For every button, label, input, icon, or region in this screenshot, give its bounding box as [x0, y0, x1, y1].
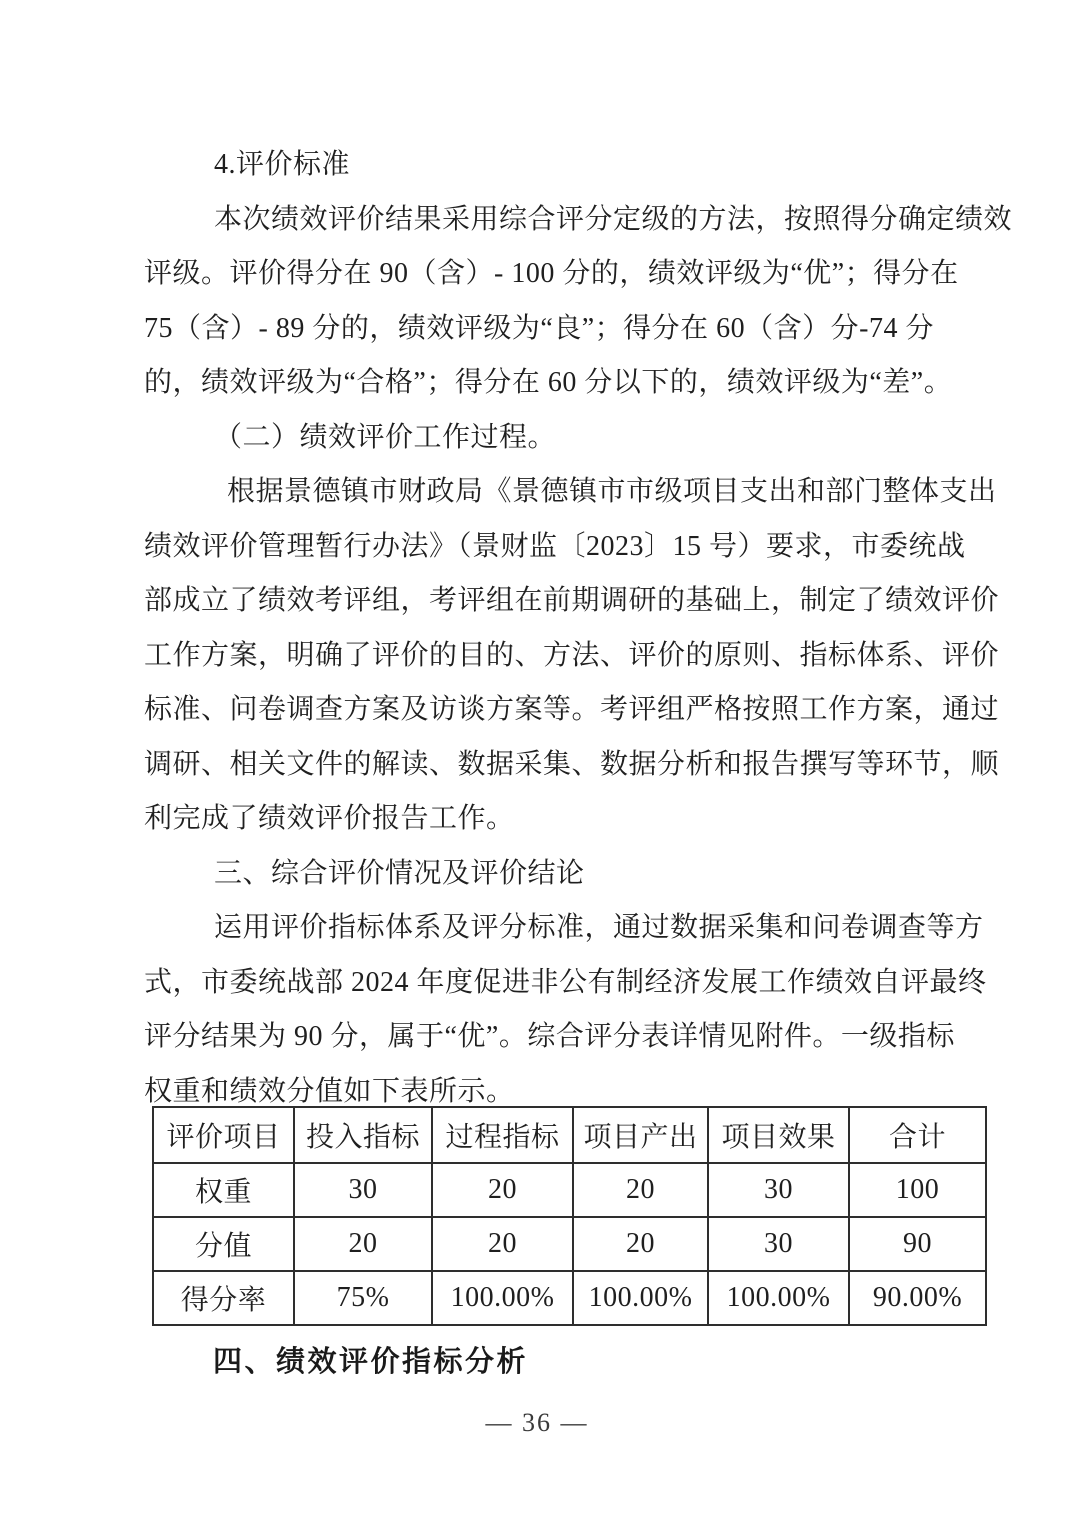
- table-header-cell: 评价项目: [153, 1107, 294, 1163]
- table-header-row: [153, 1107, 986, 1163]
- table-cell: 100.00%: [708, 1271, 849, 1325]
- table-row-score: [153, 1217, 986, 1271]
- text-line: 标准、问卷调查方案及访谈方案等。考评组严格按照工作方案，通过: [144, 694, 1000, 725]
- text-line: 评级。评价得分在 90（含）- 100 分的，绩效评级为“优”；得分在: [144, 258, 959, 289]
- row-label: 得分率: [153, 1271, 294, 1325]
- table-cell: 20: [432, 1163, 573, 1217]
- text-line: 部成立了绩效考评组，考评组在前期调研的基础上，制定了绩效评价: [144, 585, 1000, 616]
- text-line: 运用评价指标体系及评分标准，通过数据采集和问卷调查等方: [214, 912, 984, 943]
- text-line: 本次绩效评价结果采用综合评分定级的方法，按照得分确定绩效: [214, 203, 1013, 235]
- table-row-score-rate: [153, 1271, 986, 1325]
- text-line: 绩效评价管理暂行办法》（景财监〔2023〕15 号）要求，市委统战: [144, 530, 966, 562]
- section-heading-indicator-analysis: 四、绩效评价指标分析: [213, 1346, 529, 1378]
- table-cell: 90.00%: [849, 1271, 986, 1325]
- page-number: — 36 —: [485, 1408, 589, 1437]
- indicator-weight-score-table: [152, 1106, 987, 1326]
- section-heading-eval-standard: 4.评价标准: [214, 149, 351, 180]
- table-header-cell: 投入指标: [294, 1107, 432, 1163]
- table-cell: 90: [849, 1217, 986, 1271]
- table-cell: 100.00%: [432, 1271, 573, 1325]
- table-header-cell: 项目产出: [573, 1107, 708, 1163]
- text-line: 权重和绩效分值如下表所示。: [144, 1075, 515, 1107]
- text-line: 利完成了绩效评价报告工作。: [144, 803, 515, 834]
- table-header-cell: 项目效果: [708, 1107, 849, 1163]
- row-label: 权重: [153, 1163, 294, 1217]
- table-header-cell: 合计: [849, 1107, 986, 1163]
- table-cell: 75%: [294, 1271, 432, 1325]
- text-line: 根据景德镇市财政局《景德镇市市级项目支出和部门整体支出: [227, 476, 997, 507]
- table-cell: 30: [708, 1217, 849, 1271]
- row-label: 分值: [153, 1217, 294, 1271]
- section-heading-overall-conclusion: 三、综合评价情况及评价结论: [214, 857, 585, 889]
- table-cell: 20: [573, 1217, 708, 1271]
- table-cell: 30: [708, 1163, 849, 1217]
- text-line: 的，绩效评级为“合格”；得分在 60 分以下的，绩效评级为“差”。: [144, 367, 953, 398]
- table-cell: 20: [294, 1217, 432, 1271]
- text-line: 调研、相关文件的解读、数据采集、数据分析和报告撰写等环节，顺: [144, 748, 1000, 780]
- table-cell: 20: [432, 1217, 573, 1271]
- table-cell: 100.00%: [573, 1271, 708, 1325]
- text-line: 评分结果为 90 分，属于“优”。综合评分表详情见附件。一级指标: [144, 1021, 955, 1052]
- text-line: 75（含）- 89 分的，绩效评级为“良”；得分在 60（含）分-74 分: [144, 312, 935, 344]
- table-cell: 20: [573, 1163, 708, 1217]
- table-header-cell: 过程指标: [432, 1107, 573, 1163]
- text-line: 工作方案，明确了评价的目的、方法、评价的原则、指标体系、评价: [144, 639, 1000, 671]
- subsection-heading-work-process: （二）绩效评价工作过程。: [214, 421, 557, 453]
- table-cell: 100: [849, 1163, 986, 1217]
- table-cell: 30: [294, 1163, 432, 1217]
- text-line: 式，市委统战部 2024 年度促进非公有制经济发展工作绩效自评最终: [144, 966, 987, 998]
- table-row-weight: [153, 1163, 986, 1217]
